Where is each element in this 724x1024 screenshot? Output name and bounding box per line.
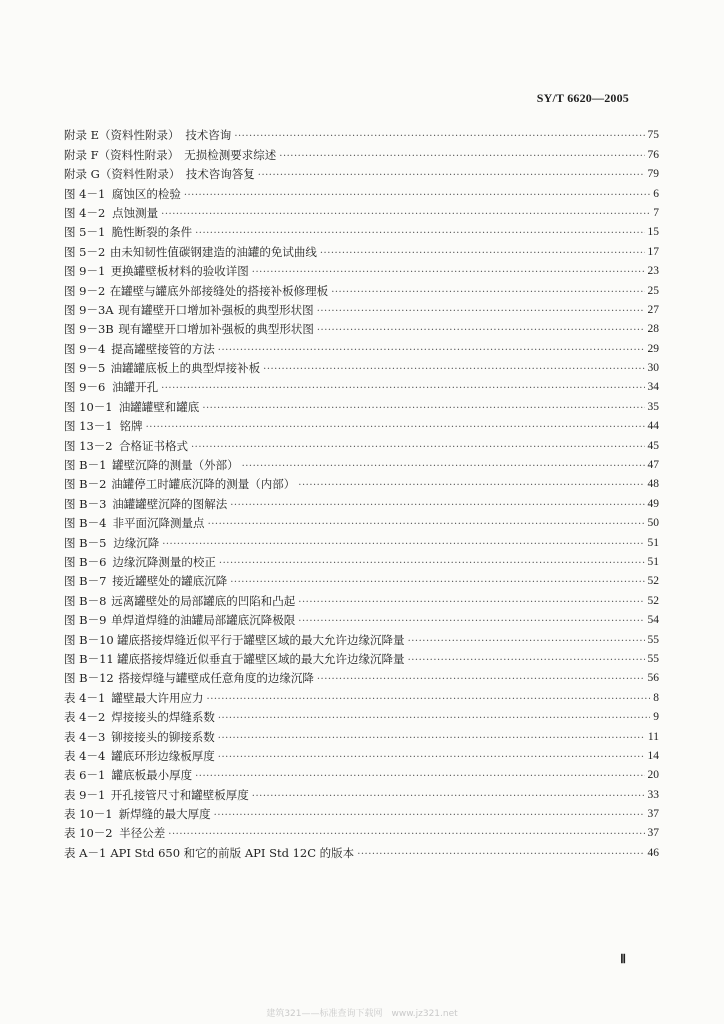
dot-leader bbox=[195, 228, 644, 240]
toc-entry[interactable] bbox=[64, 299, 659, 318]
toc-entry[interactable] bbox=[64, 492, 659, 511]
toc-entry-page: 54 bbox=[647, 614, 659, 627]
toc-entry-label: 表 9－1 bbox=[64, 787, 106, 802]
toc-entry-label: 图 B－3 bbox=[64, 496, 107, 511]
toc-entry-title: 接近罐壁处的罐底沉降 bbox=[112, 574, 228, 589]
toc-entry-page: 17 bbox=[647, 245, 659, 258]
dot-leader bbox=[258, 170, 645, 182]
toc-entry-title: 开孔接管尺寸和罐壁板厚度 bbox=[110, 787, 249, 802]
toc-entry[interactable] bbox=[64, 628, 659, 647]
toc-entry-page: 45 bbox=[647, 439, 659, 452]
toc-entry-title: 远离罐壁处的局部罐底的凹陷和凸起 bbox=[111, 593, 296, 608]
toc-entry-title: 罐底环形边缘板厚度 bbox=[111, 748, 215, 763]
toc-entry[interactable] bbox=[64, 395, 659, 414]
dot-leader bbox=[408, 636, 645, 648]
toc-entry[interactable] bbox=[64, 337, 659, 356]
toc-entry-page: 55 bbox=[647, 652, 659, 665]
toc-entry-title: 更换罐壁板材料的验收详图 bbox=[110, 264, 249, 279]
toc-entry-page: 46 bbox=[647, 846, 659, 859]
toc-entry-label: 图 B－9 bbox=[64, 613, 107, 628]
toc-entry-label: 图 9－3A bbox=[64, 302, 114, 317]
toc-entry[interactable] bbox=[64, 260, 659, 279]
toc-entry-title: 合格证书格式 bbox=[118, 438, 188, 453]
toc-entry-title: 非平面沉降测量点 bbox=[112, 516, 205, 531]
toc-entry[interactable] bbox=[64, 589, 659, 608]
standard-code: SY/T 6620—2005 bbox=[536, 91, 629, 105]
dot-leader bbox=[208, 519, 645, 531]
toc-entry[interactable] bbox=[64, 783, 659, 802]
watermark-text: 建筑321——标准查询下载网 www.jz321.net bbox=[266, 1009, 458, 1019]
toc-entry-page: 30 bbox=[647, 362, 659, 375]
toc-entry-label: 表 10－2 bbox=[64, 826, 113, 841]
toc-entry-page: 55 bbox=[647, 633, 659, 646]
toc-entry-title: 点蚀测量 bbox=[112, 205, 159, 220]
toc-entry-page: 28 bbox=[647, 323, 659, 336]
toc-entry-label: 图 B－5 bbox=[64, 535, 107, 550]
dot-leader bbox=[263, 364, 644, 376]
toc-entry[interactable] bbox=[64, 725, 659, 744]
toc-entry-title: 罐壁沉降的测量（外部） bbox=[112, 458, 239, 473]
toc-entry-title: 油罐停工时罐底沉降的测量（内部） bbox=[111, 477, 296, 492]
toc-entry-title: 油罐罐壁沉降的图解法 bbox=[112, 496, 228, 511]
toc-entry-label: 图 9－1 bbox=[64, 264, 106, 279]
dot-leader bbox=[168, 829, 644, 841]
toc-entry[interactable] bbox=[64, 240, 659, 259]
toc-entry-label: 附录 G（资料性附录） bbox=[64, 167, 181, 182]
toc-entry-page: 33 bbox=[647, 788, 659, 801]
toc-entry-label: 图 5－2 bbox=[64, 244, 106, 259]
dot-leader bbox=[230, 500, 644, 512]
toc-entry[interactable] bbox=[64, 764, 659, 783]
toc-entry[interactable] bbox=[64, 841, 659, 860]
toc-entry-label: 表 4－3 bbox=[64, 729, 106, 744]
toc-entry-page: 37 bbox=[647, 808, 659, 821]
toc-entry-page: 27 bbox=[647, 303, 659, 316]
dot-leader bbox=[218, 713, 650, 725]
toc-entry-page: 52 bbox=[647, 594, 659, 607]
toc-entry-label: 图 B－12 bbox=[64, 671, 114, 686]
toc-entry-title: 铭牌 bbox=[119, 419, 143, 434]
toc-entry-page: 34 bbox=[647, 381, 659, 394]
dot-leader bbox=[162, 539, 644, 551]
toc-entry-page: 48 bbox=[647, 478, 659, 491]
toc-entry-title: 现有罐壁开口增加补强板的典型形状图 bbox=[118, 322, 314, 337]
toc-entry-page: 51 bbox=[647, 536, 659, 549]
dot-leader bbox=[298, 597, 644, 609]
toc-entry-page: 29 bbox=[647, 342, 659, 355]
table-of-contents bbox=[64, 124, 659, 861]
toc-entry[interactable] bbox=[64, 745, 659, 764]
dot-leader bbox=[218, 345, 645, 357]
toc-entry-title: 由未知韧性值碳钢建造的油罐的免试曲线 bbox=[109, 244, 317, 259]
toc-entry-label: 图 B－11 bbox=[64, 651, 114, 666]
toc-entry-title: 焊接接头的焊缝系数 bbox=[111, 710, 215, 725]
toc-entry-label: 图 4－1 bbox=[64, 186, 106, 201]
toc-entry-title: 技术咨询答复 bbox=[185, 167, 255, 182]
toc-entry-label: 图 B－10 bbox=[64, 632, 114, 647]
toc-entry[interactable] bbox=[64, 202, 659, 221]
toc-entry[interactable] bbox=[64, 182, 659, 201]
toc-entry[interactable] bbox=[64, 473, 659, 492]
dot-leader bbox=[161, 209, 650, 221]
toc-entry-title: 现有罐壁开口增加补强板的典型形状图 bbox=[118, 302, 314, 317]
toc-entry-label: 表 10－1 bbox=[64, 807, 113, 822]
toc-entry[interactable] bbox=[64, 415, 659, 434]
dot-leader bbox=[207, 694, 651, 706]
toc-entry-page: 51 bbox=[647, 555, 659, 568]
toc-entry[interactable] bbox=[64, 279, 659, 298]
toc-entry-label: 图 B－4 bbox=[64, 516, 107, 531]
dot-leader bbox=[146, 422, 645, 434]
toc-entry[interactable] bbox=[64, 357, 659, 376]
toc-entry-page: 56 bbox=[647, 672, 659, 685]
toc-entry-page: 14 bbox=[647, 749, 659, 762]
dot-leader bbox=[195, 771, 644, 783]
toc-entry[interactable] bbox=[64, 667, 659, 686]
toc-entry-title: 单焊道焊缝的油罐局部罐底沉降极限 bbox=[111, 613, 296, 628]
toc-entry-page: 50 bbox=[647, 517, 659, 530]
toc-entry-title: 脆性断裂的条件 bbox=[111, 225, 193, 240]
dot-leader bbox=[252, 267, 645, 279]
toc-entry-page: 37 bbox=[647, 827, 659, 840]
toc-entry-title: 罐底板最小厚度 bbox=[111, 768, 193, 783]
toc-entry-title: 罐底搭接焊缝近似平行于罐壁区域的最大允许边缘沉降量 bbox=[117, 632, 405, 647]
toc-entry-title: 边缘沉降 bbox=[113, 535, 160, 550]
dot-leader bbox=[298, 616, 644, 628]
toc-entry-label: 图 9－4 bbox=[64, 341, 106, 356]
toc-entry-title: 边缘沉降测量的校正 bbox=[112, 554, 216, 569]
dot-leader bbox=[408, 655, 645, 667]
dot-leader bbox=[320, 248, 645, 260]
dot-leader bbox=[184, 190, 650, 202]
toc-entry[interactable] bbox=[64, 803, 659, 822]
page-number: Ⅱ bbox=[620, 952, 626, 966]
toc-entry-page: 35 bbox=[647, 400, 659, 413]
toc-entry-title: 无损检测要求综述 bbox=[184, 147, 277, 162]
dot-leader bbox=[218, 752, 645, 764]
toc-entry-page: 20 bbox=[647, 769, 659, 782]
dot-leader bbox=[214, 810, 645, 822]
toc-entry-label: 图 4－2 bbox=[64, 205, 106, 220]
toc-entry-page: 76 bbox=[647, 148, 659, 161]
toc-entry-title: 罐壁最大许用应力 bbox=[111, 690, 204, 705]
toc-entry[interactable] bbox=[64, 454, 659, 473]
toc-entry[interactable] bbox=[64, 706, 659, 725]
toc-entry-label: 表 A－1 bbox=[64, 845, 107, 860]
dot-leader bbox=[219, 558, 645, 570]
toc-entry[interactable] bbox=[64, 376, 659, 395]
toc-entry[interactable] bbox=[64, 512, 659, 531]
toc-entry-page: 7 bbox=[653, 206, 659, 219]
toc-entry-label: 附录 E（资料性附录） bbox=[64, 128, 180, 143]
toc-entry[interactable] bbox=[64, 124, 659, 143]
toc-entry-label: 表 4－4 bbox=[64, 748, 106, 763]
toc-entry-label: 表 6－1 bbox=[64, 768, 106, 783]
toc-entry-label: 图 10－1 bbox=[64, 399, 113, 414]
toc-entry-label: 图 B－8 bbox=[64, 593, 107, 608]
toc-entry-label: 图 9－3B bbox=[64, 322, 114, 337]
toc-entry-title: 腐蚀区的检验 bbox=[111, 186, 181, 201]
dot-leader bbox=[298, 480, 644, 492]
toc-entry-page: 52 bbox=[647, 575, 659, 588]
toc-entry-page: 79 bbox=[647, 168, 659, 181]
toc-entry-title: 在罐壁与罐底外部接缝处的搭接补板修理板 bbox=[109, 283, 329, 298]
dot-leader bbox=[161, 383, 644, 395]
toc-entry-label: 图 5－1 bbox=[64, 225, 106, 240]
toc-entry-title: 油罐开孔 bbox=[112, 380, 159, 395]
dot-leader bbox=[191, 442, 645, 454]
toc-entry[interactable] bbox=[64, 531, 659, 550]
toc-entry-page: 25 bbox=[647, 284, 659, 297]
toc-entry-title: 半径公差 bbox=[119, 826, 166, 841]
toc-entry-label: 图 13－1 bbox=[64, 419, 113, 434]
toc-entry-page: 47 bbox=[647, 459, 659, 472]
toc-entry[interactable] bbox=[64, 434, 659, 453]
toc-entry-label: 图 B－1 bbox=[64, 458, 107, 473]
toc-entry-title: API Std 650 和它的前版 API Std 12C 的版本 bbox=[110, 845, 355, 860]
dot-leader bbox=[317, 674, 645, 686]
toc-entry-title: 油罐罐壁和罐底 bbox=[118, 399, 200, 414]
toc-entry-page: 11 bbox=[647, 730, 659, 743]
toc-entry-label: 表 4－2 bbox=[64, 710, 106, 725]
toc-entry-label: 图 9－6 bbox=[64, 380, 106, 395]
dot-leader bbox=[202, 403, 644, 415]
toc-entry-label: 图 9－5 bbox=[64, 361, 106, 376]
toc-entry-title: 新焊缝的最大厚度 bbox=[118, 807, 211, 822]
dot-leader bbox=[331, 287, 644, 299]
toc-entry-title: 油罐罐底板上的典型焊接补板 bbox=[110, 361, 261, 376]
toc-entry-title: 提高罐壁接管的方法 bbox=[111, 341, 215, 356]
toc-entry-page: 44 bbox=[647, 420, 659, 433]
toc-entry[interactable] bbox=[64, 163, 659, 182]
toc-entry-title: 技术咨询 bbox=[185, 128, 232, 143]
toc-entry-title: 罐底搭接焊缝近似垂直于罐壁区域的最大允许边缘沉降量 bbox=[117, 651, 405, 666]
dot-leader bbox=[230, 577, 644, 589]
toc-entry[interactable] bbox=[64, 318, 659, 337]
toc-entry[interactable] bbox=[64, 822, 659, 841]
toc-entry-page: 9 bbox=[653, 711, 659, 724]
toc-entry-label: 附录 F（资料性附录） bbox=[64, 147, 180, 162]
toc-entry[interactable] bbox=[64, 143, 659, 162]
toc-entry-label: 图 B－6 bbox=[64, 554, 107, 569]
dot-leader bbox=[317, 325, 645, 337]
toc-entry-label: 图 9－2 bbox=[64, 283, 106, 298]
toc-entry-page: 49 bbox=[647, 497, 659, 510]
toc-entry[interactable] bbox=[64, 551, 659, 570]
toc-entry[interactable] bbox=[64, 570, 659, 589]
dot-leader bbox=[279, 151, 644, 163]
toc-entry-label: 表 4－1 bbox=[64, 690, 106, 705]
toc-entry-label: 图 B－7 bbox=[64, 574, 107, 589]
toc-entry[interactable] bbox=[64, 609, 659, 628]
toc-entry-label: 图 13－2 bbox=[64, 438, 113, 453]
toc-entry-label: 图 B－2 bbox=[64, 477, 107, 492]
toc-entry-page: 6 bbox=[653, 187, 659, 200]
toc-entry-title: 铆接接头的铆接系数 bbox=[111, 729, 215, 744]
toc-entry[interactable] bbox=[64, 648, 659, 667]
toc-entry-page: 75 bbox=[647, 129, 659, 142]
dot-leader bbox=[252, 791, 645, 803]
toc-entry[interactable] bbox=[64, 686, 659, 705]
toc-entry-page: 15 bbox=[647, 226, 659, 239]
dot-leader bbox=[218, 733, 645, 745]
toc-entry-page: 8 bbox=[653, 691, 659, 704]
dot-leader bbox=[234, 131, 644, 143]
dot-leader bbox=[242, 461, 645, 473]
dot-leader bbox=[357, 849, 644, 861]
toc-entry-page: 23 bbox=[647, 265, 659, 278]
dot-leader bbox=[317, 306, 645, 318]
toc-entry[interactable] bbox=[64, 221, 659, 240]
toc-entry-title: 搭接焊缝与罐壁成任意角度的边缘沉降 bbox=[118, 671, 314, 686]
